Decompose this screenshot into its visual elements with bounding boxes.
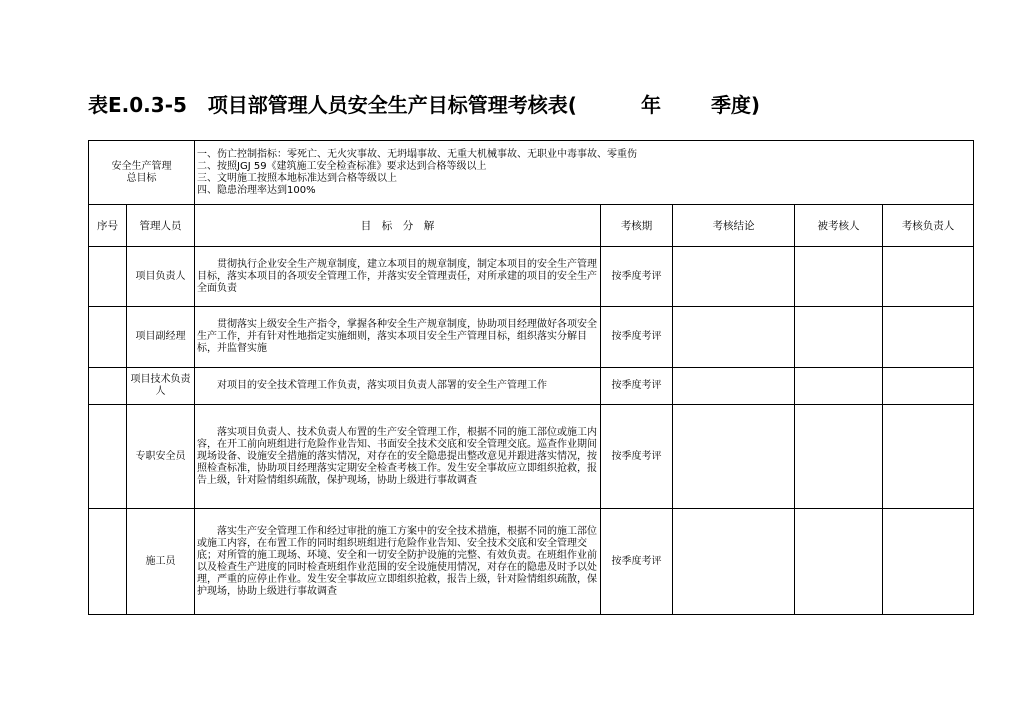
goal-item: 四、隐患治理率达到100% xyxy=(197,184,316,196)
goal-item: 三、文明施工按照本地标准达到合格等级以上 xyxy=(197,172,397,184)
row-seq-cell[interactable] xyxy=(89,368,127,405)
header-conclusion: 考核结论 xyxy=(673,205,795,247)
title-year: 年 xyxy=(640,93,661,117)
row-assessee-cell[interactable] xyxy=(795,405,883,509)
title-season: 季度) xyxy=(710,93,761,117)
row-duty-cell: 落实生产安全管理工作和经过审批的施工方案中的安全技术措施，根据不同的施工部位或施工内容，在布置工作的同时组织班组进行危险作业告知、安全技术交底和安全管理交底；对所管的施工现场、环境、安全和一切安全防护设施的完整、有效负责。在班组作业前以及检查生产进度的同时检查班组作业范围的安全设施使用情况，对存在的隐患及时予以处理，严重的应停止作业。发生安全事故应立即组织抢救，报告上级，针对险情组织疏散，保护现场，协助上级进行事故调查 xyxy=(195,509,601,615)
row-period-cell: 按季度考评 xyxy=(601,405,673,509)
row-assessor-cell[interactable] xyxy=(883,307,974,368)
goal-item: 二、按照JGJ 59《建筑施工安全检查标准》要求达到合格等级以上 xyxy=(197,160,487,172)
header-row xyxy=(89,205,974,247)
row-seq-cell[interactable] xyxy=(89,509,127,615)
row-assessor-cell[interactable] xyxy=(883,509,974,615)
row-assessee-cell[interactable] xyxy=(795,509,883,615)
table-row xyxy=(89,247,974,307)
row-role-cell: 专职安全员 xyxy=(127,405,195,509)
table-row xyxy=(89,405,974,509)
goals-label-line1: 安全生产管理 xyxy=(111,160,172,172)
row-assessor-cell[interactable] xyxy=(883,247,974,307)
row-role-cell: 项目副经理 xyxy=(127,307,195,368)
row-seq-cell[interactable] xyxy=(89,247,127,307)
page-title xyxy=(88,89,848,121)
row-assessor-cell[interactable] xyxy=(883,368,974,405)
row-conclusion-cell[interactable] xyxy=(673,307,795,368)
row-conclusion-cell[interactable] xyxy=(673,405,795,509)
goals-label-line2: 总目标 xyxy=(126,172,157,184)
header-assessor: 考核负责人 xyxy=(883,205,974,247)
row-role-cell: 施工员 xyxy=(127,509,195,615)
table-row xyxy=(89,307,974,368)
row-conclusion-cell[interactable] xyxy=(673,368,795,405)
row-duty-cell: 落实项目负责人、技术负责人布置的生产安全管理工作，根据不同的施工部位或施工内容，在开工前向班组进行危险作业告知、书面安全技术交底和安全管理交底。巡查作业期间现场设备、设施安全措施的落实情况，对存在的安全隐患提出整改意见并跟进落实情况，按照检查标准，协助项目经理落实定期安全检查考核工作。发生安全事故应立即组织抢救，报告上级，针对险情组织疏散，保护现场，协助上级进行事故调查 xyxy=(195,405,601,509)
row-duty-cell: 贯彻执行企业安全生产规章制度，建立本项目的规章制度，制定本项目的安全生产管理目标，落实本项目的各项安全管理工作，并落实安全管理责任，对所承建的项目的安全生产全面负责 xyxy=(195,247,601,307)
header-period: 考核期 xyxy=(601,205,673,247)
row-period-cell: 按季度考评 xyxy=(601,247,673,307)
goal-item: 一、伤亡控制指标：零死亡、无火灾事故、无坍塌事故、无重大机械事故、无职业中毒事故、零重伤 xyxy=(197,148,637,160)
row-role-cell: 项目负责人 xyxy=(127,247,195,307)
row-conclusion-cell[interactable] xyxy=(673,509,795,615)
header-manager: 管理人员 xyxy=(127,205,195,247)
row-conclusion-cell[interactable] xyxy=(673,247,795,307)
row-assessee-cell[interactable] xyxy=(795,247,883,307)
row-duty-cell: 贯彻落实上级安全生产指令，掌握各种安全生产规章制度，协助项目经理做好各项安全生产工作，并有针对性地指定实施细则，落实本项目安全生产管理目标，组织落实分解目标，并监督实施 xyxy=(195,307,601,368)
row-role-cell: 项目技术负责人 xyxy=(127,368,195,405)
table-row xyxy=(89,509,974,615)
assessment-table xyxy=(88,140,974,615)
title-prefix: 表E.0.3-5 xyxy=(88,93,187,117)
row-seq-cell[interactable] xyxy=(89,405,127,509)
goals-label-cell xyxy=(89,141,195,205)
title-main: 项目部管理人员安全生产目标管理考核表( xyxy=(207,93,577,117)
goals-row xyxy=(89,141,974,205)
goals-content-cell[interactable] xyxy=(195,141,974,205)
row-assessee-cell[interactable] xyxy=(795,368,883,405)
row-seq-cell[interactable] xyxy=(89,307,127,368)
row-assessor-cell[interactable] xyxy=(883,405,974,509)
header-seq: 序号 xyxy=(89,205,127,247)
row-period-cell: 按季度考评 xyxy=(601,368,673,405)
row-period-cell: 按季度考评 xyxy=(601,509,673,615)
row-assessee-cell[interactable] xyxy=(795,307,883,368)
table-row xyxy=(89,368,974,405)
row-period-cell: 按季度考评 xyxy=(601,307,673,368)
row-duty-cell: 对项目的安全技术管理工作负责，落实项目负责人部署的安全生产管理工作 xyxy=(195,368,601,405)
header-assessee: 被考核人 xyxy=(795,205,883,247)
header-target: 目 标 分 解 xyxy=(195,205,601,247)
